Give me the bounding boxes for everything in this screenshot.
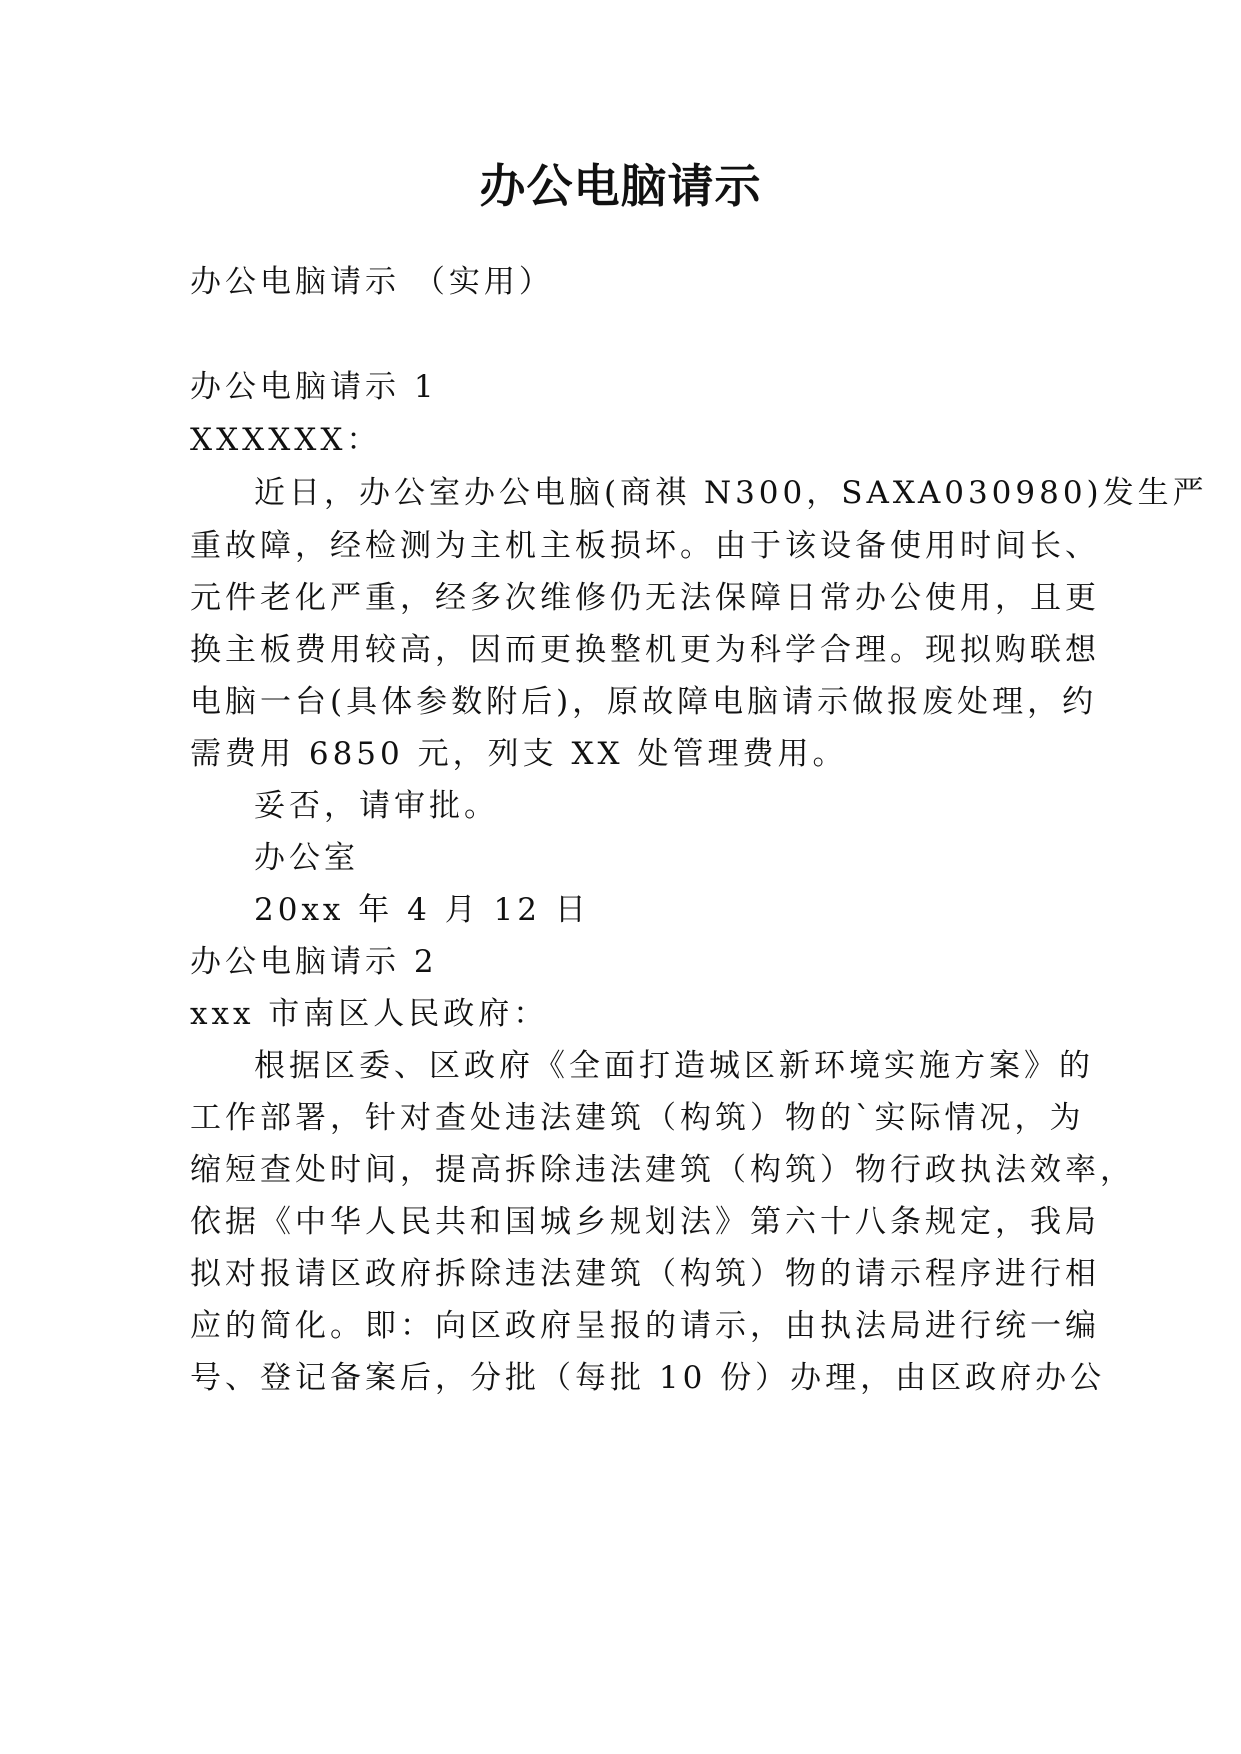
document-title: 办公电脑请示 xyxy=(479,159,762,213)
section2-body-line: 缩短查处时间，提高拆除违法建筑（构筑）物行政执法效率， xyxy=(190,1152,1135,1188)
section2-body-line: 拟对报请区政府拆除违法建筑（构筑）物的请示程序进行相 xyxy=(190,1256,1100,1292)
section1-body-line: 需费用 6850 元，列支 XX 处管理费用。 xyxy=(190,736,848,772)
section1-signature: 办公室 xyxy=(254,840,359,876)
section2-body-line: 根据区委、区政府《全面打造城区新环境实施方案》的 xyxy=(254,1048,1094,1084)
section1-heading: 办公电脑请示 1 xyxy=(190,369,438,405)
section1-body-line: 重故障，经检测为主机主板损坏。由于该设备使用时间长、 xyxy=(190,528,1100,564)
section2-body-line: 应的简化。即：向区政府呈报的请示，由执法局进行统一编 xyxy=(190,1308,1100,1344)
document-subtitle: 办公电脑请示 （实用） xyxy=(190,264,554,300)
section2-salutation: xxx 市南区人民政府： xyxy=(190,996,549,1032)
section1-body-line: 换主板费用较高，因而更换整机更为科学合理。现拟购联想 xyxy=(190,632,1100,668)
section1-date: 20xx 年 4 月 12 日 xyxy=(254,892,590,928)
section1-body-line: 电脑一台(具体参数附后)，原故障电脑请示做报废处理，约 xyxy=(190,684,1098,720)
section1-closing: 妥否，请审批。 xyxy=(254,788,499,824)
section1-salutation: XXXXXX： xyxy=(190,422,382,458)
section1-body-line: 元件老化严重，经多次维修仍无法保障日常办公使用，且更 xyxy=(190,580,1100,616)
section2-body-line: 工作部署，针对查处违法建筑（构筑）物的`实际情况，为 xyxy=(190,1100,1085,1136)
section2-body-line: 号、登记备案后，分批（每批 10 份）办理，由区政府办公 xyxy=(190,1360,1106,1396)
section1-body-line: 近日，办公室办公电脑(商祺 N300，SAXA030980)发生严 xyxy=(254,475,1208,511)
section2-body-line: 依据《中华人民共和国城乡规划法》第六十八条规定，我局 xyxy=(190,1204,1100,1240)
section2-heading: 办公电脑请示 2 xyxy=(190,944,438,980)
